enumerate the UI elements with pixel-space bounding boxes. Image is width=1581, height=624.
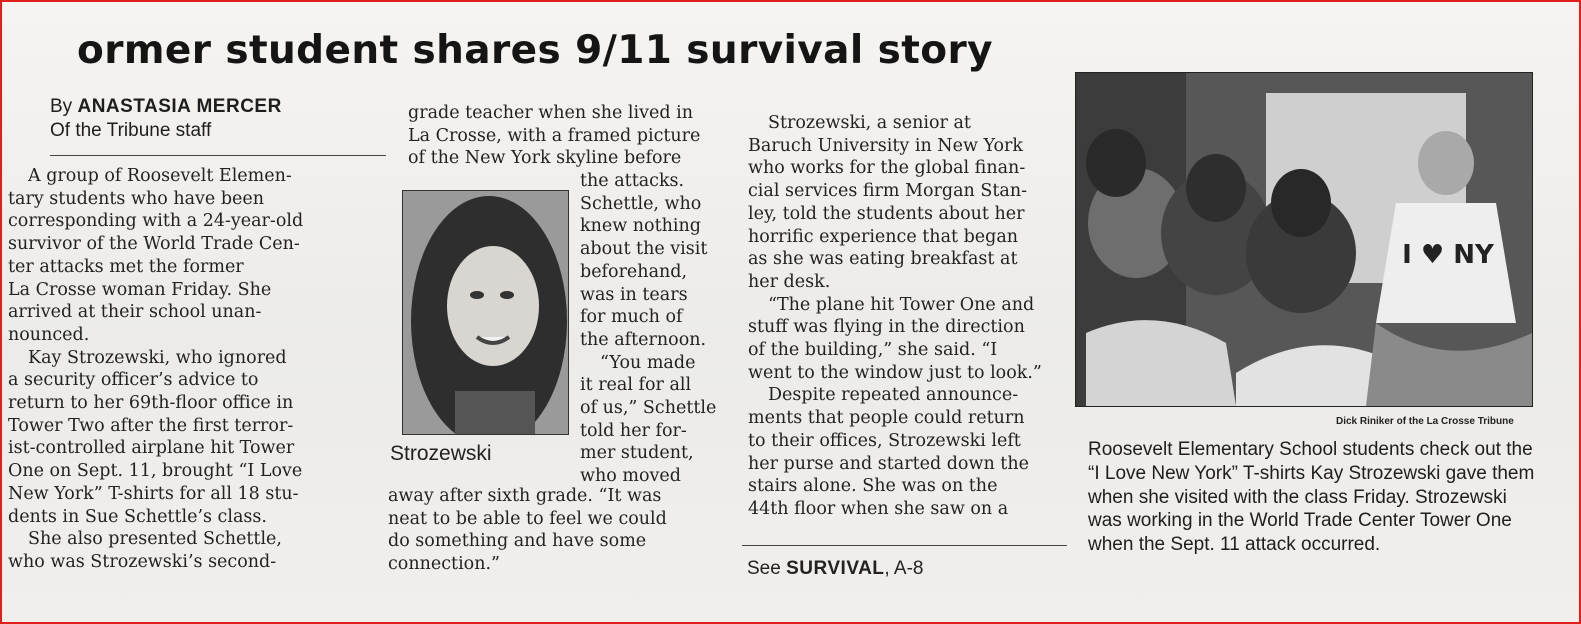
text-line: Despite repeated announce-	[768, 385, 1019, 406]
text-line: dents in Sue Schettle’s class.	[8, 506, 267, 527]
text-line: Baruch University in New York	[748, 135, 1024, 156]
text-line: La Crosse, with a framed picture	[408, 125, 701, 146]
text-line: stairs alone. She was on the	[748, 476, 998, 497]
jump-suffix: , A-8	[884, 558, 924, 579]
text-line: her purse and started down the	[748, 453, 1029, 474]
text-line: She also presented Schettle,	[28, 529, 282, 550]
text-line: knew nothing	[580, 216, 701, 237]
text-line: of us,” Schettle	[580, 398, 717, 419]
text-line: tary students who have been	[8, 188, 265, 209]
byline-rule	[50, 155, 386, 156]
text-line: horrific experience that began	[748, 226, 1019, 247]
portrait-image	[403, 191, 568, 434]
text-line: it real for all	[580, 375, 692, 396]
text-line: 44th floor when she saw on a	[748, 498, 1009, 519]
byline-author: ANASTASIA MERCER	[77, 96, 282, 117]
article-column-2-top	[408, 102, 738, 170]
text-line: ter attacks met the former	[8, 256, 244, 277]
text-line: the attacks.	[580, 171, 685, 191]
headline: ormer student shares 9/11 survival story	[77, 28, 993, 73]
text-line: to their offices, Strozewski left	[748, 430, 1021, 451]
text-line: return to her 69th-floor office in	[8, 393, 294, 414]
text-line: corresponding with a 24-year-old	[8, 211, 304, 232]
article-column-3	[748, 112, 1066, 521]
text-line: Tower Two after the first terror-	[8, 415, 294, 436]
text-line: who works for the global finan-	[748, 158, 1026, 179]
text-line: survivor of the World Trade Cen-	[8, 234, 300, 255]
text-line: Kay Strozewski, who ignored	[28, 347, 287, 368]
article-column-2-side	[580, 170, 740, 488]
continued-on	[747, 558, 924, 580]
main-photo	[1075, 72, 1533, 407]
jump-rule	[742, 545, 1067, 546]
byline-prefix: By	[50, 96, 73, 117]
article-column-2-bottom	[388, 485, 728, 576]
text-line: for much of	[580, 307, 683, 328]
text-line: a security officer’s advice to	[8, 370, 259, 391]
photo-credit: Dick Riniker of the La Crosse Tribune	[1336, 416, 1514, 427]
text-line: One on Sept. 11, brought “I Love	[8, 461, 303, 482]
portrait-caption: Strozewski	[390, 442, 492, 465]
text-line: “The plane hit Tower One and	[768, 294, 1035, 315]
students-photo-image	[1076, 73, 1532, 406]
article-column-1	[8, 165, 386, 574]
text-line: was in tears	[580, 284, 688, 305]
text-line: ist-controlled airplane hit Tower	[8, 438, 295, 459]
text-line: connection.”	[388, 554, 500, 575]
text-line: who was Strozewski’s second-	[8, 551, 277, 572]
byline-staff: Of the Tribune staff	[50, 120, 212, 141]
text-line: “You made	[600, 352, 696, 373]
text-line: La Crosse woman Friday. She	[8, 279, 272, 300]
text-line: nounced.	[8, 324, 90, 345]
text-line: do something and have some	[388, 531, 647, 552]
text-line: beforehand,	[580, 261, 688, 282]
text-line: mer student,	[580, 443, 694, 464]
text-line: ments that people could return	[748, 408, 1025, 429]
text-line: New York” T-shirts for all 18 stu-	[8, 483, 299, 504]
tshirt-logo: I ♥ NY	[1402, 240, 1494, 270]
text-line: grade teacher when she lived in	[408, 103, 693, 123]
text-line: A group of Roosevelt Elemen-	[28, 166, 292, 186]
text-line: who moved	[580, 466, 681, 487]
text-line: the afternoon.	[580, 329, 707, 350]
text-line: stuff was flying in the direction	[748, 317, 1025, 338]
text-line: arrived at their school unan-	[8, 302, 262, 323]
text-line: ley, told the students about her	[748, 203, 1025, 224]
text-line: as she was eating breakfast at	[748, 249, 1018, 270]
jump-prefix: See	[747, 558, 781, 579]
text-line: told her for-	[580, 420, 687, 441]
portrait-photo	[402, 190, 569, 435]
byline	[50, 95, 282, 143]
text-line: her desk.	[748, 271, 831, 292]
text-line: away after sixth grade. “It was	[388, 486, 662, 506]
text-line: neat to be able to feel we could	[388, 508, 667, 529]
photo-caption: Roosevelt Elementary School students check out the “I Love New York” T-shirts Kay Strozewski gave them when she visited with the class Friday. Strozewski was working in the World Trade Center Tower One when the Sept. 11 attack occurred.	[1088, 439, 1535, 556]
text-line: of the building,” she said. “I	[748, 340, 998, 361]
text-line: Schettle, who	[580, 193, 702, 214]
text-line: went to the window just to look.”	[748, 362, 1042, 383]
text-line: about the visit	[580, 239, 708, 260]
text-line: of the New York skyline before	[408, 148, 682, 169]
jump-word: SURVIVAL	[786, 558, 885, 579]
text-line: cial services firm Morgan Stan-	[748, 181, 1028, 202]
text-line: Strozewski, a senior at	[768, 113, 971, 133]
